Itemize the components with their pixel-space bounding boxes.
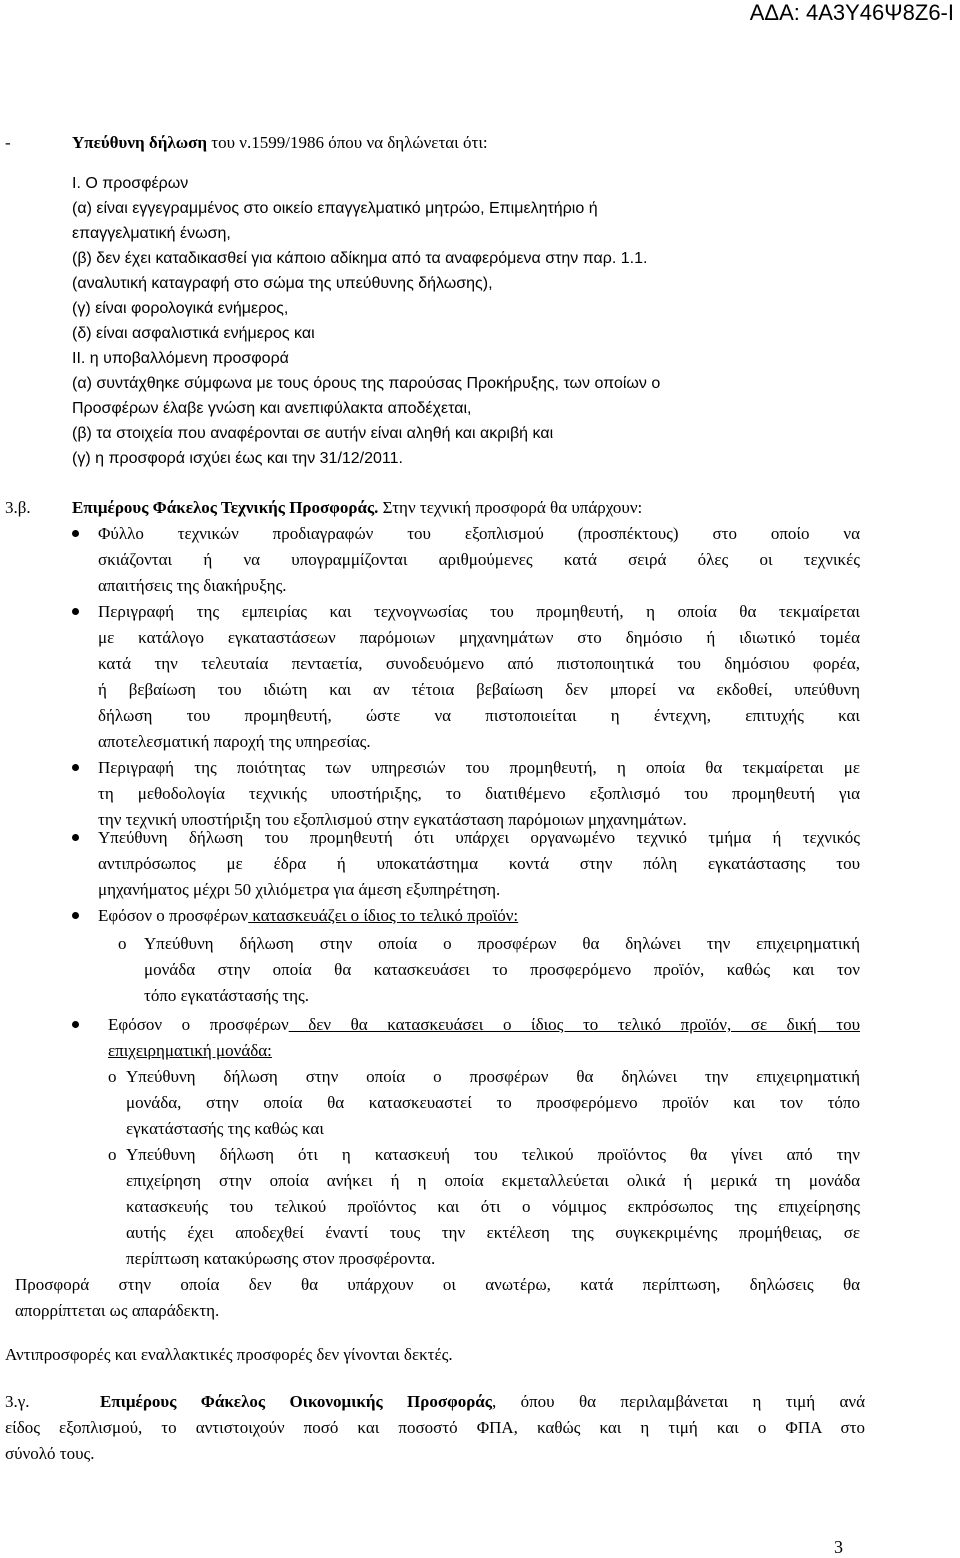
bullet-1-line: σκιάζονται ή να υπογραμμίζονται αριθμούμενες κατά σειρά όλες οι τεχνικές	[98, 550, 860, 569]
bullet-5-prefix: Εφόσον ο προσφέρων	[98, 906, 249, 925]
bullet-6-underlined: δεν θα κατασκευάσει ο ίδιος το τελικό προϊόν, σε δική του	[288, 1015, 860, 1034]
decl-line: (αναλυτική καταγραφή στο σώμα της υπεύθυνης δήλωσης),	[72, 275, 493, 292]
decl-line: (γ) είναι φορολογικά ενήμερος,	[72, 300, 289, 317]
bullet-1-line: Φύλλο τεχνικών προδιαγραφών του εξοπλισμού (προσπέκτους) στο οποίο να	[98, 524, 860, 543]
section-3b-number: 3.β.	[5, 498, 31, 517]
bullet-6-sub2-line: αυτής έχει αποδεχθεί έναντί τους την εκτέλεση της συγκεκριμένης προμήθειας, σε	[126, 1223, 860, 1242]
section-3b-title-bold: Επιμέρους Φάκελος Τεχνικής Προσφοράς.	[72, 498, 379, 517]
bullet-icon	[72, 530, 79, 537]
sub-bullet-marker: o	[108, 1067, 117, 1086]
decl-line: ΙΙ. η υποβαλλόμενη προσφορά	[72, 350, 289, 367]
section-3g-line-1	[100, 1390, 865, 1414]
bullet-6-sub1-line: μονάδα, στην οποία θα κατασκευαστεί το προσφερόμενο προϊόν και τον τόπο	[126, 1093, 860, 1112]
decl-line: (β) τα στοιχεία που αναφέρονται σε αυτήν είναι αληθή και ακριβή και	[72, 425, 554, 442]
bullet-6-underlined-2: επιχειρηματική μονάδα:	[108, 1041, 272, 1060]
bullet-icon	[72, 912, 79, 919]
decl-dash: -	[5, 133, 11, 152]
decl-title-rest: του ν.1599/1986 όπου να δηλώνεται ότι:	[211, 133, 488, 152]
bullet-6-sub1-line: εγκατάστασής της καθώς και	[126, 1119, 324, 1138]
bullet-6-sub2-line: κατασκευής του τελικού προϊόντος και ότι ο νόμιμος εκπρόσωπος της επιχείρησης	[126, 1197, 860, 1216]
section-3g-title-bold: Επιμέρους Φάκελος Οικονομικής Προσφοράς	[100, 1392, 492, 1411]
bullet-4-line: Υπεύθυνη δήλωση του προμηθευτή ότι υπάρχει οργανωμένο τεχνικό τμήμα ή τεχνικός	[98, 828, 860, 847]
bullet-2-line: αποτελεσματική παροχή της υπηρεσίας.	[98, 732, 371, 751]
bullet-6-sub2-line: Υπεύθυνη δήλωση ότι η κατασκευή του τελικού προϊόντος θα γίνει από την	[126, 1145, 860, 1164]
bullet-2-line: με κατάλογο εγκαταστάσεων παρόμοιων μηχανημάτων στο δημόσιο ή ιδιωτικό τομέα	[98, 628, 860, 647]
bullet-5-sub-line: τόπο εγκατάστασής της.	[144, 986, 310, 1005]
sub-bullet-marker: o	[108, 1145, 117, 1164]
sub-bullet-marker: o	[118, 934, 127, 953]
closing-line: Προσφορά στην οποία δεν θα υπάρχουν οι ανωτέρω, κατά περίπτωση, δηλώσεις θα	[15, 1275, 860, 1294]
bullet-icon	[72, 764, 79, 771]
bullet-3-line: τη μεθοδολογία τεχνικής υποστήριξης, το διατιθέμενο εξοπλισμό του προμηθευτή για	[98, 784, 860, 803]
bullet-5-underlined: κατασκευάζει ο ίδιος το τελικό προϊόν:	[248, 906, 519, 925]
section-3g-line-3: σύνολό τους.	[5, 1444, 95, 1463]
bullet-3-line: Περιγραφή της ποιότητας των υπηρεσιών του προμηθευτή, η οποία θα τεκμαίρεται με	[98, 758, 860, 777]
section-3b-title	[72, 496, 642, 520]
decl-title-bold: Υπεύθυνη δήλωση	[72, 133, 208, 152]
decl-line: Ι. Ο προσφέρων	[72, 175, 189, 192]
bullet-6-line	[108, 1013, 860, 1037]
decl-line: (α) είναι εγγεγραμμένος στο οικείο επαγγελματικό μητρώο, Επιμελητήριο ή	[72, 200, 598, 217]
bullet-2-line: κατά την τελευταία πενταετία, συνοδευόμενο από πιστοποιητικά του δημόσιου φορέα,	[98, 654, 860, 673]
decl-line: (α) συντάχθηκε σύμφωνα με τους όρους της παρούσας Προκήρυξης, των οποίων ο	[72, 375, 661, 392]
bullet-6-sub1-line: Υπεύθυνη δήλωση στην οποία ο προσφέρων θα δηλώνει την επιχειρηματική	[126, 1067, 860, 1086]
bullet-6-prefix: Εφόσον ο προσφέρων	[108, 1015, 289, 1034]
bullet-2-line: ή βεβαίωση του ιδιώτη και αν τέτοια βεβαίωση δεν μπορεί να εκδοθεί, υπεύθυνη	[98, 680, 860, 699]
alt-offers-note: Αντιπροσφορές και εναλλακτικές προσφορές δεν γίνονται δεκτές.	[5, 1345, 453, 1364]
bullet-2-line: δήλωση του προμηθευτή, ώστε να πιστοποιείται η έντεχνη, επιτυχής και	[98, 706, 860, 725]
decl-line: (β) δεν έχει καταδικασθεί για κάποιο αδίκημα από τα αναφερόμενα στην παρ. 1.1.	[72, 250, 648, 267]
bullet-5-sub-line: Υπεύθυνη δήλωση στην οποία ο προσφέρων θα δηλώνει την επιχειρηματική	[144, 934, 860, 953]
bullet-4-line: αντιπρόσωπος με έδρα ή υποκατάστημα κοντά στην πόλη εγκατάστασης του	[98, 854, 860, 873]
section-3g-number: 3.γ.	[5, 1392, 30, 1411]
decl-line: (γ) η προσφορά ισχύει έως και την 31/12/2011.	[72, 450, 403, 467]
bullet-2-line: Περιγραφή της εμπειρίας και τεχνογνωσίας του προμηθευτή, η οποία θα τεκμαίρεται	[98, 602, 860, 621]
bullet-5-line	[98, 904, 518, 928]
decl-line: επαγγελματική ένωση,	[72, 225, 231, 242]
closing-line: απορρίπτεται ως απαράδεκτη.	[15, 1301, 220, 1320]
decl-line: (δ) είναι ασφαλιστικά ενήμερος και	[72, 325, 315, 342]
bullet-1-line: απαιτήσεις της διακήρυξης.	[98, 576, 287, 595]
section-3b-title-rest: Στην τεχνική προσφορά θα υπάρχουν:	[382, 498, 643, 517]
bullet-6-sub2-line: επιχείρηση στην οποία ανήκει ή η οποία εκμεταλλεύεται ολικά ή μερικά τη μονάδα	[126, 1171, 860, 1190]
bullet-icon	[72, 1021, 79, 1028]
decl-line: Προσφέρων έλαβε γνώση και ανεπιφύλακτα αποδέχεται,	[72, 400, 472, 417]
bullet-4-line: μηχανήματος μέχρι 50 χιλιόμετρα για άμεση εξυπηρέτηση.	[98, 880, 501, 899]
bullet-6-sub2-line: περίπτωση κατακύρωσης στον προσφέροντα.	[126, 1249, 436, 1268]
ada-code: ΑΔΑ: 4Α3Υ46Ψ8Ζ6-Ι	[749, 0, 954, 25]
decl-title	[72, 131, 488, 155]
bullet-icon	[72, 834, 79, 841]
bullet-3-line: την τεχνική υποστήριξη του εξοπλισμού στην εγκατάσταση παρόμοιων μηχανημάτων.	[98, 810, 687, 829]
section-3g-line-1-rest: , όπου θα περιλαμβάνεται η τιμή ανά	[491, 1392, 865, 1411]
bullet-icon	[72, 608, 79, 615]
page-number: 3	[834, 1537, 843, 1557]
bullet-5-sub-line: μονάδα στην οποία θα κατασκευάσει το προσφερόμενο προϊόν, καθώς και τον	[144, 960, 860, 979]
section-3g-line-2: είδος εξοπλισμού, το αντιστοιχούν ποσό και ποσοστό ΦΠΑ, καθώς και η τιμή και ο ΦΠΑ στο	[5, 1418, 865, 1437]
